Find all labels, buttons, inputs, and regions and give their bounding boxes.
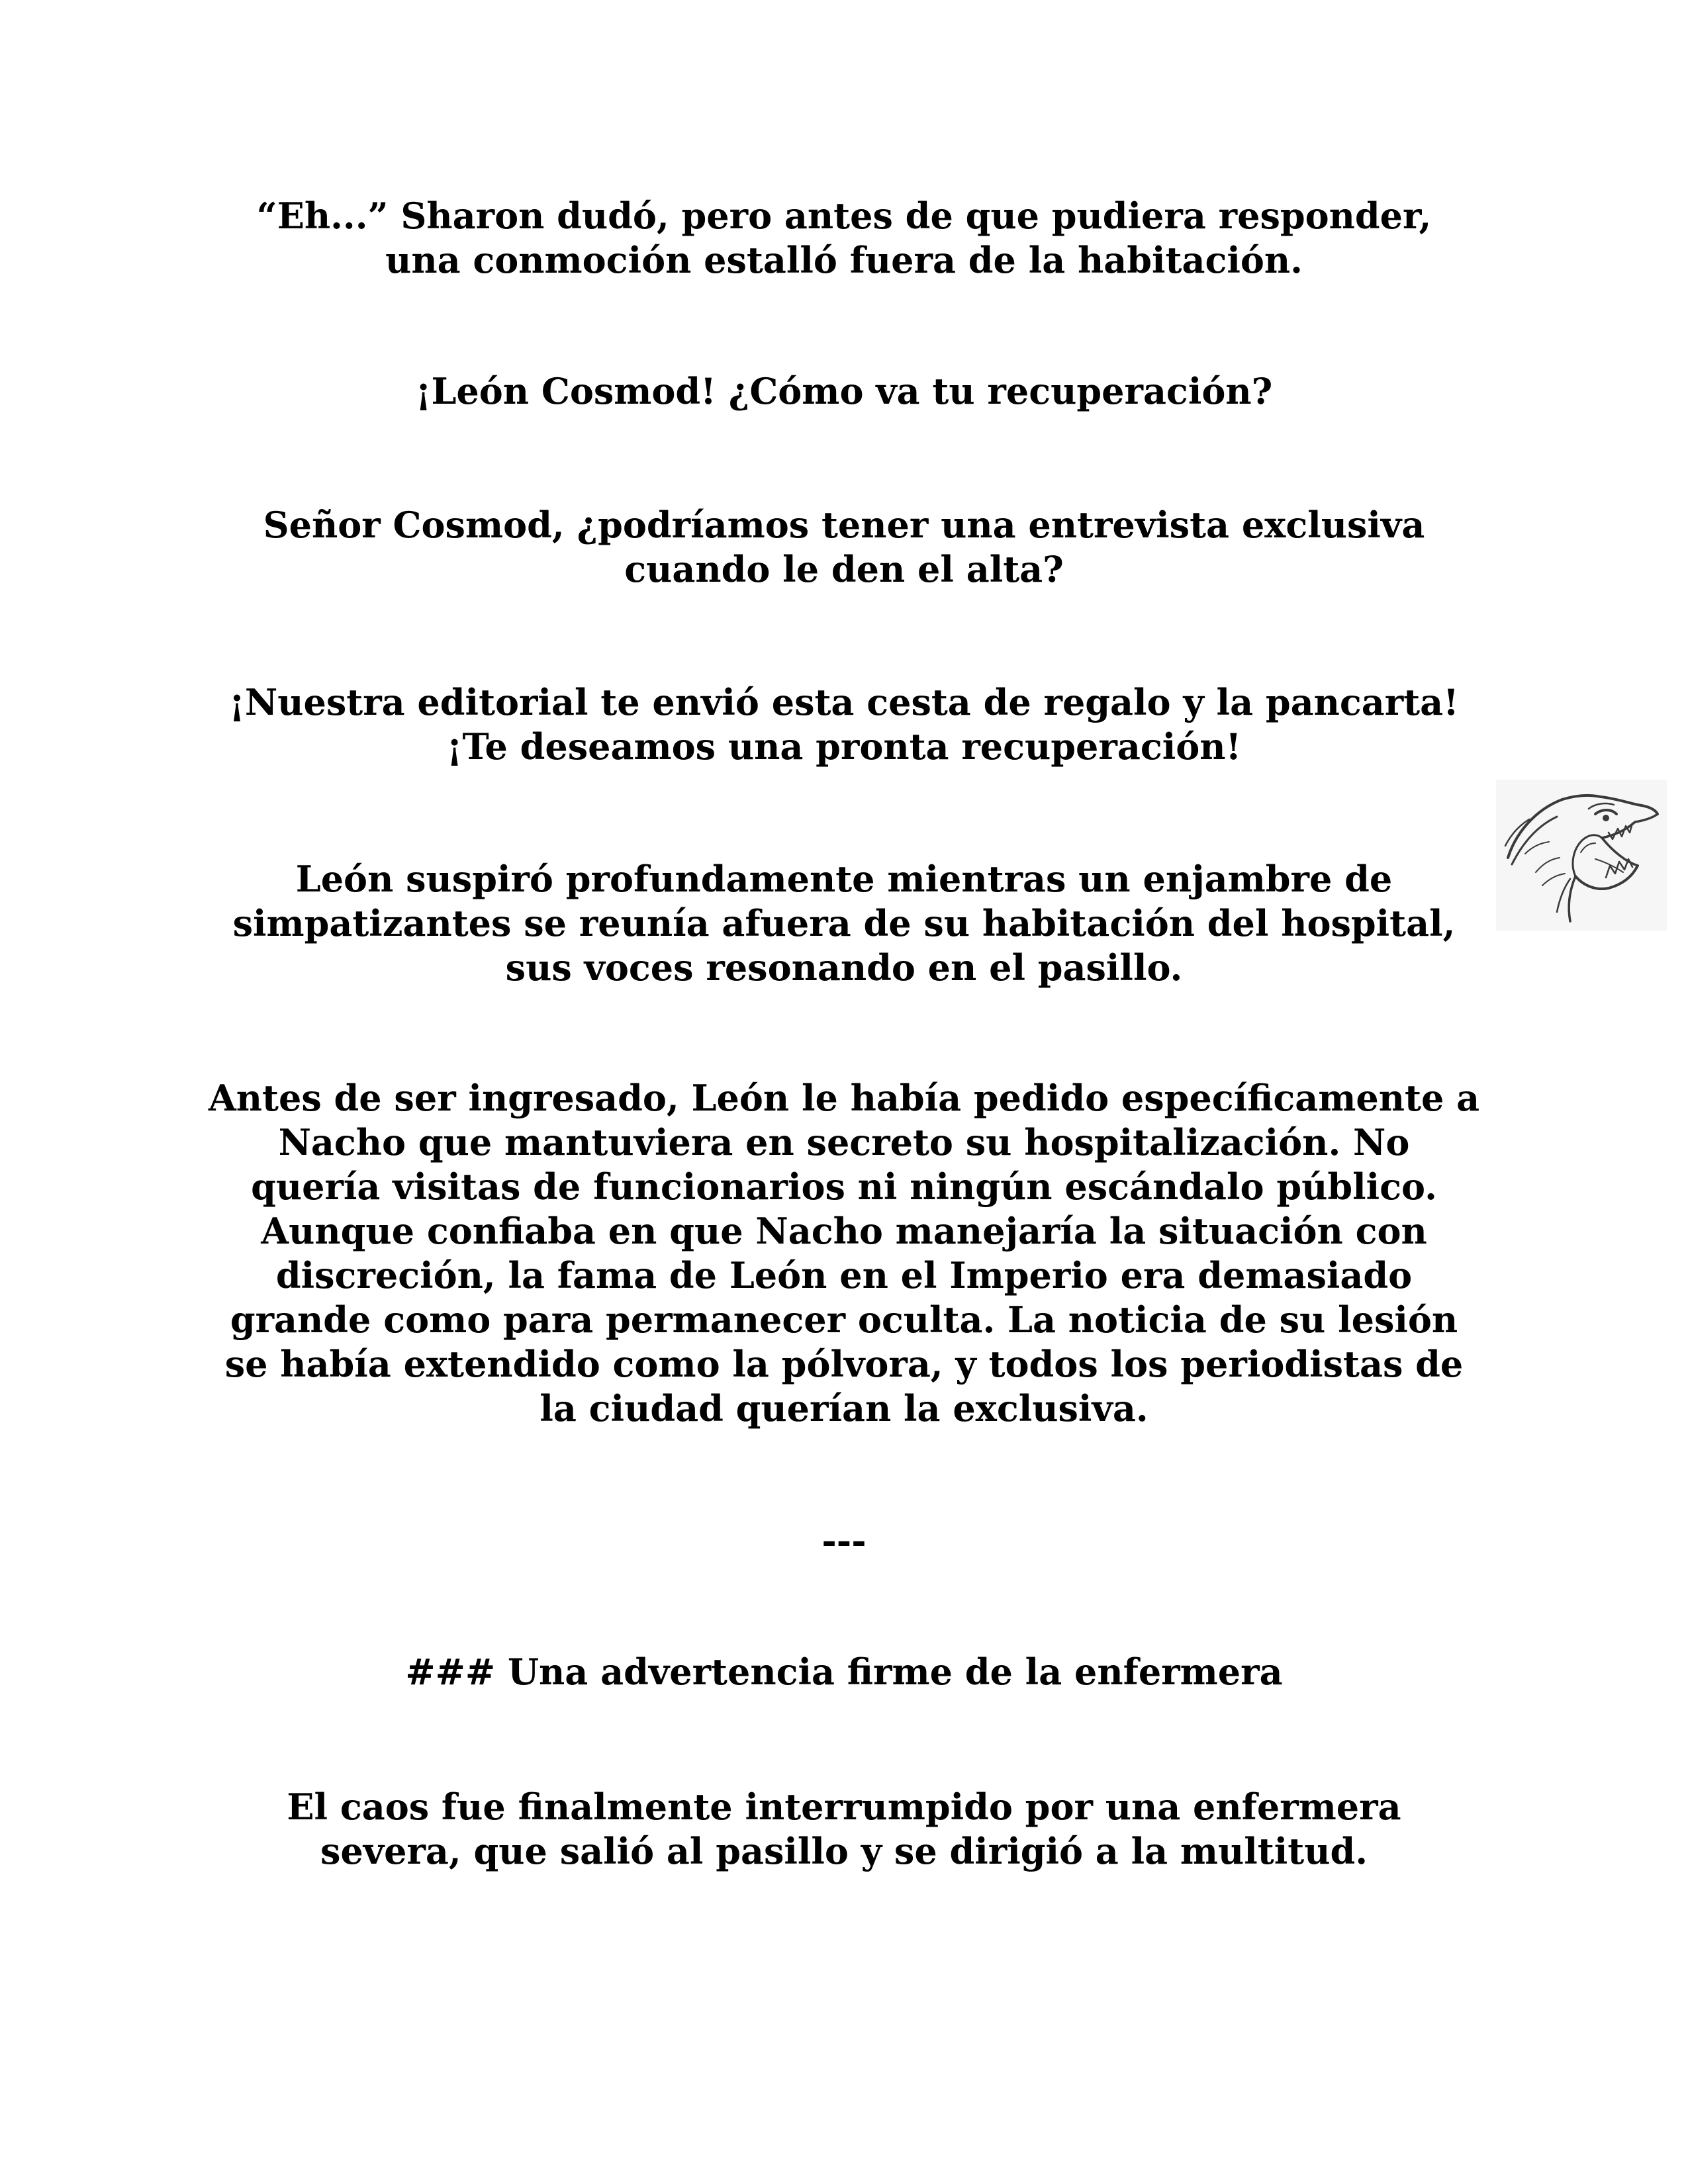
dinosaur-head-sketch-icon xyxy=(1496,780,1667,931)
paragraph-hospitalization-secret: Antes de ser ingresado, León le había pedido específicamente a Nacho que mantuviera en secreto su hospitalización. No quería visitas de funcionarios ni ningún escándalo público. Aunque confiaba en que Nacho manejaría la situación con discreción, la fama de León en el Imperio era demasiado grande como para permanecer oculta. La noticia de su lesión se había extendido como la pólvora, y todos los periodistas de la ciudad querían la exclusiva. xyxy=(208,1077,1480,1430)
section-separator: --- xyxy=(821,1520,867,1562)
paragraph-interview-request: Señor Cosmod, ¿podríamos tener una entrevista exclusiva cuando le den el alta? xyxy=(263,504,1425,590)
paragraph-sharon-hesitates: “Eh...” Sharon dudó, pero antes de que pudiera responder, una conmoción estalló fuera de la habitación. xyxy=(256,195,1432,281)
paragraph-leon-sighs: León suspiró profundamente mientras un enjambre de simpatizantes se reunía afuera de su habitación del hospital, sus voces resonando en el pasillo. xyxy=(232,858,1456,989)
paragraph-nurse-interrupts: El caos fue finalmente interrumpido por una enfermera severa, que salió al pasillo y se dirigió a la multitud. xyxy=(287,1786,1401,1872)
paragraph-gift-basket: ¡Nuestra editorial te envió esta cesta de regalo y la pancarta! ¡Te deseamos una pronta recuperación! xyxy=(229,681,1459,768)
section-heading: ### Una advertencia firme de la enfermera xyxy=(405,1651,1283,1693)
paragraph-reporter-question: ¡León Cosmod! ¿Cómo va tu recuperación? xyxy=(415,370,1273,412)
